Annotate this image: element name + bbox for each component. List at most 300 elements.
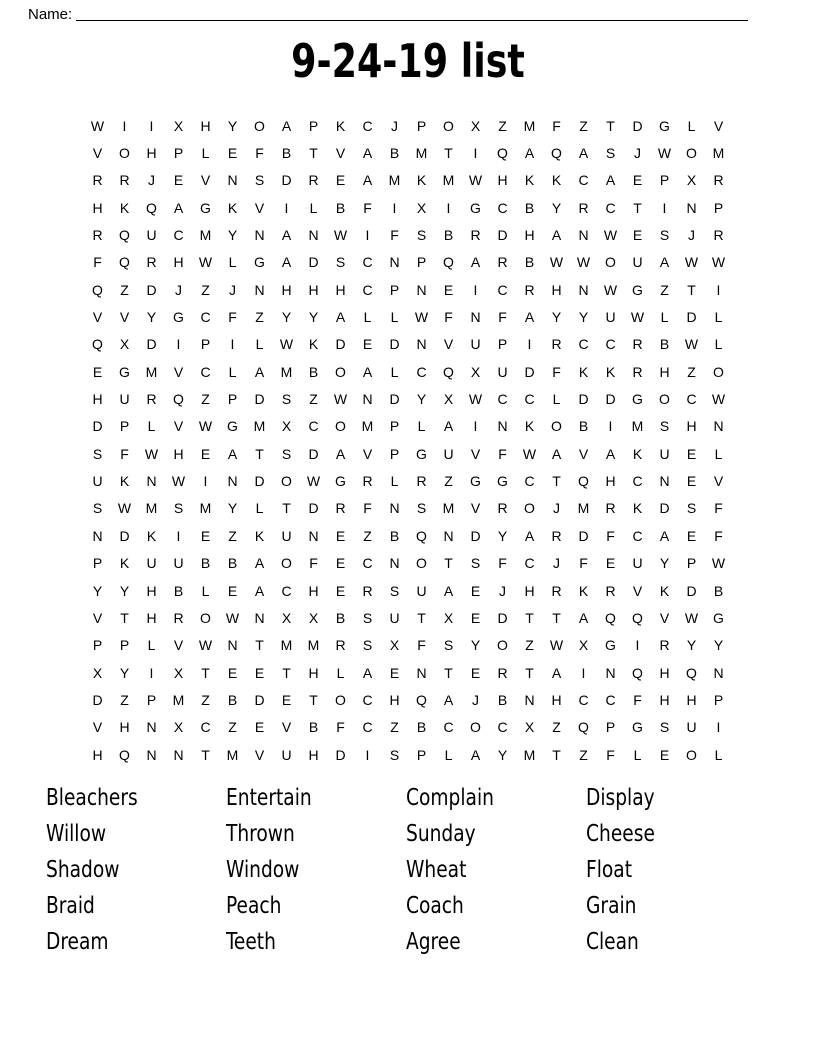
grid-cell[interactable]: I	[365, 227, 370, 244]
grid-cell[interactable]: H	[200, 117, 211, 134]
grid-cell[interactable]: L	[714, 309, 723, 326]
grid-cell[interactable]: Q	[119, 254, 130, 271]
grid-cell[interactable]: I	[203, 473, 208, 490]
grid-cell[interactable]: Y	[308, 309, 319, 326]
grid-cell[interactable]: W	[306, 473, 321, 490]
grid-cell[interactable]: D	[578, 391, 589, 408]
grid-cell[interactable]: R	[362, 473, 373, 490]
grid-cell[interactable]: X	[470, 363, 481, 380]
grid-cell[interactable]: S	[389, 746, 400, 763]
grid-cell[interactable]: K	[335, 117, 346, 134]
grid-cell[interactable]: U	[146, 555, 157, 572]
grid-cell[interactable]: X	[443, 609, 454, 626]
grid-cell[interactable]: C	[524, 555, 535, 572]
grid-cell[interactable]: D	[146, 281, 157, 298]
grid-cell[interactable]: E	[254, 664, 265, 681]
grid-cell[interactable]: R	[92, 172, 103, 189]
grid-cell[interactable]: A	[362, 145, 373, 162]
grid-cell[interactable]: D	[605, 391, 616, 408]
grid-cell[interactable]: Q	[578, 719, 589, 736]
grid-cell[interactable]: O	[470, 719, 481, 736]
grid-cell[interactable]: U	[497, 363, 508, 380]
grid-cell[interactable]: N	[389, 500, 400, 517]
grid-cell[interactable]: J	[229, 281, 236, 298]
grid-cell[interactable]: B	[578, 418, 589, 435]
grid-cell[interactable]: C	[362, 691, 373, 708]
grid-cell[interactable]: Z	[120, 691, 129, 708]
grid-cell[interactable]: C	[200, 309, 211, 326]
grid-cell[interactable]: Q	[686, 664, 697, 681]
grid-cell[interactable]: E	[335, 582, 346, 599]
grid-cell[interactable]: E	[281, 691, 292, 708]
grid-cell[interactable]: R	[92, 227, 103, 244]
grid-cell[interactable]: R	[632, 363, 643, 380]
grid-cell[interactable]: U	[470, 336, 481, 353]
grid-cell[interactable]: K	[227, 199, 238, 216]
grid-cell[interactable]: B	[443, 227, 454, 244]
grid-cell[interactable]: F	[120, 445, 129, 462]
grid-cell[interactable]: X	[281, 609, 292, 626]
grid-cell[interactable]: N	[227, 172, 238, 189]
grid-cell[interactable]: B	[308, 363, 319, 380]
grid-cell[interactable]: M	[523, 117, 536, 134]
grid-cell[interactable]: N	[713, 664, 724, 681]
grid-cell[interactable]: L	[390, 309, 399, 326]
grid-cell[interactable]: N	[659, 473, 670, 490]
grid-cell[interactable]: V	[200, 172, 211, 189]
grid-cell[interactable]: Q	[605, 609, 616, 626]
grid-cell[interactable]: K	[416, 172, 427, 189]
grid-cell[interactable]: A	[362, 664, 373, 681]
grid-cell[interactable]: P	[389, 445, 400, 462]
grid-cell[interactable]: I	[581, 664, 586, 681]
grid-cell[interactable]: O	[497, 637, 508, 654]
grid-cell[interactable]: E	[200, 445, 211, 462]
grid-cell[interactable]: H	[659, 363, 670, 380]
grid-cell[interactable]: K	[524, 418, 535, 435]
grid-cell[interactable]: R	[659, 637, 670, 654]
grid-cell[interactable]: W	[711, 555, 726, 572]
grid-cell[interactable]: J	[688, 227, 695, 244]
grid-cell[interactable]: Q	[173, 391, 184, 408]
word-list-item[interactable]: Clean	[586, 929, 639, 955]
grid-cell[interactable]: A	[281, 254, 292, 271]
grid-cell[interactable]: K	[578, 363, 589, 380]
grid-cell[interactable]: T	[309, 145, 318, 162]
grid-cell[interactable]: T	[444, 145, 453, 162]
grid-cell[interactable]: F	[633, 691, 642, 708]
grid-cell[interactable]: S	[470, 555, 481, 572]
grid-cell[interactable]: O	[200, 609, 211, 626]
grid-cell[interactable]: N	[524, 691, 535, 708]
grid-cell[interactable]: B	[389, 145, 400, 162]
grid-cell[interactable]: O	[443, 117, 454, 134]
grid-cell[interactable]: X	[173, 664, 184, 681]
grid-cell[interactable]: V	[254, 746, 265, 763]
grid-cell[interactable]: B	[497, 691, 508, 708]
grid-cell[interactable]: S	[281, 391, 292, 408]
grid-cell[interactable]: E	[605, 555, 616, 572]
grid-cell[interactable]: I	[716, 719, 721, 736]
grid-cell[interactable]: Z	[579, 117, 588, 134]
grid-cell[interactable]: L	[390, 363, 399, 380]
word-list-item[interactable]: Dream	[46, 929, 109, 955]
grid-cell[interactable]: O	[281, 555, 292, 572]
grid-cell[interactable]: O	[524, 500, 535, 517]
grid-cell[interactable]: E	[686, 445, 697, 462]
grid-cell[interactable]: P	[92, 637, 103, 654]
grid-cell[interactable]: E	[92, 363, 103, 380]
word-list-item[interactable]: Entertain	[226, 785, 312, 811]
grid-cell[interactable]: L	[228, 254, 237, 271]
grid-cell[interactable]: S	[389, 582, 400, 599]
grid-cell[interactable]: F	[606, 746, 615, 763]
grid-cell[interactable]: Q	[416, 691, 427, 708]
grid-cell[interactable]: X	[119, 336, 130, 353]
grid-cell[interactable]: N	[254, 227, 265, 244]
grid-cell[interactable]: R	[713, 172, 724, 189]
grid-cell[interactable]: V	[362, 445, 373, 462]
word-list-item[interactable]: Complain	[406, 785, 494, 811]
grid-cell[interactable]: H	[659, 664, 670, 681]
grid-cell[interactable]: T	[255, 445, 264, 462]
grid-cell[interactable]: H	[146, 609, 157, 626]
grid-cell[interactable]: V	[713, 117, 724, 134]
grid-cell[interactable]: C	[443, 719, 454, 736]
grid-cell[interactable]: P	[605, 719, 616, 736]
grid-cell[interactable]: C	[362, 555, 373, 572]
grid-cell[interactable]: I	[149, 664, 154, 681]
grid-cell[interactable]: V	[92, 609, 103, 626]
grid-cell[interactable]: E	[362, 336, 373, 353]
grid-cell[interactable]: G	[713, 609, 724, 626]
grid-cell[interactable]: Y	[551, 309, 562, 326]
grid-cell[interactable]: S	[686, 500, 697, 517]
grid-cell[interactable]: D	[686, 582, 697, 599]
grid-cell[interactable]: I	[176, 336, 181, 353]
grid-cell[interactable]: L	[201, 582, 210, 599]
grid-cell[interactable]: V	[92, 719, 103, 736]
grid-cell[interactable]: A	[443, 691, 454, 708]
grid-cell[interactable]: R	[470, 227, 481, 244]
grid-cell[interactable]: W	[468, 172, 483, 189]
grid-cell[interactable]: L	[444, 746, 453, 763]
grid-cell[interactable]: V	[254, 199, 265, 216]
grid-cell[interactable]: N	[416, 336, 427, 353]
grid-cell[interactable]: A	[524, 527, 535, 544]
grid-cell[interactable]: C	[632, 527, 643, 544]
grid-cell[interactable]: F	[579, 555, 588, 572]
grid-cell[interactable]: F	[498, 309, 507, 326]
grid-cell[interactable]: Z	[228, 527, 237, 544]
name-write-in-line[interactable]	[76, 20, 748, 21]
grid-cell[interactable]: N	[578, 227, 589, 244]
grid-cell[interactable]: O	[686, 145, 697, 162]
word-list-item[interactable]: Grain	[586, 893, 637, 919]
grid-cell[interactable]: T	[255, 637, 264, 654]
grid-cell[interactable]: Q	[632, 609, 643, 626]
grid-cell[interactable]: I	[635, 637, 640, 654]
grid-cell[interactable]: S	[605, 145, 616, 162]
grid-cell[interactable]: Y	[659, 555, 670, 572]
grid-cell[interactable]: W	[711, 254, 726, 271]
grid-cell[interactable]: S	[254, 172, 265, 189]
grid-cell[interactable]: L	[363, 309, 372, 326]
word-list-item[interactable]: Agree	[406, 929, 461, 955]
grid-cell[interactable]: R	[632, 336, 643, 353]
grid-cell[interactable]: U	[173, 555, 184, 572]
grid-cell[interactable]: F	[336, 719, 345, 736]
grid-cell[interactable]: F	[390, 227, 399, 244]
grid-cell[interactable]: P	[119, 637, 130, 654]
grid-cell[interactable]: Z	[390, 719, 399, 736]
grid-cell[interactable]: N	[416, 281, 427, 298]
grid-cell[interactable]: E	[335, 527, 346, 544]
grid-cell[interactable]: W	[198, 418, 213, 435]
grid-cell[interactable]: R	[551, 336, 562, 353]
grid-cell[interactable]: H	[281, 281, 292, 298]
grid-cell[interactable]: R	[497, 500, 508, 517]
grid-cell[interactable]: C	[605, 691, 616, 708]
grid-cell[interactable]: T	[552, 746, 561, 763]
grid-cell[interactable]: O	[659, 391, 670, 408]
grid-cell[interactable]: Q	[119, 227, 130, 244]
grid-cell[interactable]: X	[416, 199, 427, 216]
word-list-item[interactable]: Window	[226, 857, 300, 883]
grid-cell[interactable]: Z	[120, 281, 129, 298]
grid-cell[interactable]: Z	[552, 719, 561, 736]
grid-cell[interactable]: N	[362, 391, 373, 408]
grid-cell[interactable]: C	[632, 473, 643, 490]
grid-cell[interactable]: A	[524, 145, 535, 162]
grid-cell[interactable]: A	[659, 254, 670, 271]
grid-cell[interactable]: Y	[497, 746, 508, 763]
grid-cell[interactable]: L	[147, 637, 156, 654]
grid-cell[interactable]: D	[146, 336, 157, 353]
grid-cell[interactable]: N	[227, 637, 238, 654]
grid-cell[interactable]: R	[551, 527, 562, 544]
grid-cell[interactable]: C	[524, 391, 535, 408]
grid-cell[interactable]: W	[711, 391, 726, 408]
grid-cell[interactable]: M	[253, 418, 266, 435]
grid-cell[interactable]: P	[713, 691, 724, 708]
grid-cell[interactable]: G	[632, 391, 643, 408]
grid-cell[interactable]: T	[606, 117, 615, 134]
grid-cell[interactable]: A	[470, 746, 481, 763]
grid-cell[interactable]: Y	[416, 391, 427, 408]
grid-cell[interactable]: I	[608, 418, 613, 435]
grid-cell[interactable]: H	[119, 719, 130, 736]
grid-cell[interactable]: L	[633, 746, 642, 763]
grid-cell[interactable]: C	[308, 418, 319, 435]
grid-cell[interactable]: Z	[660, 281, 669, 298]
grid-cell[interactable]: A	[335, 445, 346, 462]
grid-cell[interactable]: C	[362, 719, 373, 736]
grid-cell[interactable]: A	[551, 664, 562, 681]
grid-cell[interactable]: R	[308, 172, 319, 189]
grid-cell[interactable]: O	[416, 555, 427, 572]
grid-cell[interactable]: H	[92, 746, 103, 763]
grid-cell[interactable]: Z	[201, 391, 210, 408]
grid-cell[interactable]: U	[92, 473, 103, 490]
grid-cell[interactable]: I	[662, 199, 667, 216]
grid-cell[interactable]: P	[416, 117, 427, 134]
grid-cell[interactable]: L	[255, 336, 264, 353]
grid-cell[interactable]: M	[712, 145, 725, 162]
grid-cell[interactable]: B	[713, 582, 724, 599]
grid-cell[interactable]: C	[578, 336, 589, 353]
grid-cell[interactable]: Y	[119, 664, 130, 681]
grid-cell[interactable]: B	[227, 691, 238, 708]
grid-cell[interactable]: W	[576, 254, 591, 271]
grid-cell[interactable]: D	[254, 691, 265, 708]
grid-cell[interactable]: Y	[470, 637, 481, 654]
grid-cell[interactable]: W	[630, 309, 645, 326]
grid-cell[interactable]: C	[578, 691, 589, 708]
grid-cell[interactable]: H	[524, 227, 535, 244]
grid-cell[interactable]: X	[308, 609, 319, 626]
grid-cell[interactable]: C	[200, 719, 211, 736]
grid-cell[interactable]: I	[392, 199, 397, 216]
grid-cell[interactable]: O	[335, 691, 346, 708]
grid-cell[interactable]: M	[226, 746, 239, 763]
grid-cell[interactable]: N	[227, 473, 238, 490]
grid-cell[interactable]: T	[633, 199, 642, 216]
grid-cell[interactable]: D	[524, 363, 535, 380]
grid-cell[interactable]: D	[497, 227, 508, 244]
grid-cell[interactable]: R	[605, 582, 616, 599]
grid-cell[interactable]: E	[227, 664, 238, 681]
grid-cell[interactable]: J	[553, 555, 560, 572]
grid-cell[interactable]: X	[443, 391, 454, 408]
grid-cell[interactable]: Z	[309, 391, 318, 408]
grid-cell[interactable]: Z	[687, 363, 696, 380]
grid-cell[interactable]: W	[468, 391, 483, 408]
grid-cell[interactable]: F	[363, 500, 372, 517]
grid-cell[interactable]: S	[443, 637, 454, 654]
grid-cell[interactable]: E	[686, 473, 697, 490]
grid-cell[interactable]: L	[552, 391, 561, 408]
grid-cell[interactable]: T	[687, 281, 696, 298]
grid-cell[interactable]: W	[549, 254, 564, 271]
grid-cell[interactable]: N	[416, 664, 427, 681]
grid-cell[interactable]: R	[146, 254, 157, 271]
grid-cell[interactable]: S	[416, 500, 427, 517]
grid-cell[interactable]: Z	[363, 527, 372, 544]
grid-cell[interactable]: P	[200, 336, 211, 353]
grid-cell[interactable]: D	[335, 336, 346, 353]
grid-cell[interactable]: R	[713, 227, 724, 244]
grid-cell[interactable]: V	[119, 309, 130, 326]
grid-cell[interactable]: P	[659, 172, 670, 189]
grid-cell[interactable]: E	[470, 664, 481, 681]
grid-cell[interactable]: G	[470, 199, 481, 216]
grid-cell[interactable]: T	[552, 473, 561, 490]
grid-cell[interactable]: U	[632, 555, 643, 572]
grid-cell[interactable]: Z	[444, 473, 453, 490]
grid-cell[interactable]: I	[527, 336, 532, 353]
grid-cell[interactable]: D	[578, 527, 589, 544]
grid-cell[interactable]: E	[443, 281, 454, 298]
grid-cell[interactable]: X	[92, 664, 103, 681]
grid-cell[interactable]: N	[389, 555, 400, 572]
grid-cell[interactable]: W	[414, 309, 429, 326]
grid-cell[interactable]: Q	[416, 527, 427, 544]
grid-cell[interactable]: B	[173, 582, 184, 599]
grid-cell[interactable]: D	[308, 500, 319, 517]
grid-cell[interactable]: K	[632, 445, 643, 462]
grid-cell[interactable]: H	[173, 254, 184, 271]
grid-cell[interactable]: W	[522, 445, 537, 462]
grid-cell[interactable]: T	[120, 609, 129, 626]
grid-cell[interactable]: A	[659, 527, 670, 544]
word-list-item[interactable]: Thrown	[226, 821, 295, 847]
word-list-item[interactable]: Bleachers	[46, 785, 138, 811]
grid-cell[interactable]: L	[390, 473, 399, 490]
grid-cell[interactable]: D	[92, 418, 103, 435]
word-list-item[interactable]: Willow	[46, 821, 107, 847]
grid-cell[interactable]: C	[524, 473, 535, 490]
grid-cell[interactable]: F	[444, 309, 453, 326]
grid-cell[interactable]: U	[389, 609, 400, 626]
grid-cell[interactable]: T	[525, 609, 534, 626]
grid-cell[interactable]: H	[146, 145, 157, 162]
grid-cell[interactable]: C	[281, 582, 292, 599]
grid-cell[interactable]: D	[308, 254, 319, 271]
grid-cell[interactable]: N	[443, 527, 454, 544]
grid-cell[interactable]: L	[228, 363, 237, 380]
grid-cell[interactable]: Q	[443, 254, 454, 271]
grid-cell[interactable]: Q	[119, 746, 130, 763]
grid-cell[interactable]: U	[632, 254, 643, 271]
grid-cell[interactable]: M	[199, 500, 212, 517]
grid-cell[interactable]: B	[524, 254, 535, 271]
grid-cell[interactable]: R	[119, 172, 130, 189]
grid-cell[interactable]: A	[362, 172, 373, 189]
grid-cell[interactable]: X	[173, 117, 184, 134]
grid-cell[interactable]: K	[578, 582, 589, 599]
grid-cell[interactable]: H	[308, 746, 319, 763]
grid-cell[interactable]: T	[282, 664, 291, 681]
grid-cell[interactable]: P	[389, 418, 400, 435]
grid-cell[interactable]: O	[335, 418, 346, 435]
grid-cell[interactable]: Y	[281, 309, 292, 326]
grid-cell[interactable]: B	[335, 199, 346, 216]
grid-cell[interactable]: G	[119, 363, 130, 380]
grid-cell[interactable]: C	[497, 281, 508, 298]
grid-cell[interactable]: D	[119, 527, 130, 544]
grid-cell[interactable]: C	[497, 391, 508, 408]
grid-cell[interactable]: N	[470, 309, 481, 326]
grid-cell[interactable]: Y	[119, 582, 130, 599]
grid-cell[interactable]: H	[308, 664, 319, 681]
grid-cell[interactable]: G	[470, 473, 481, 490]
grid-cell[interactable]: R	[578, 199, 589, 216]
grid-cell[interactable]: U	[281, 746, 292, 763]
grid-cell[interactable]: H	[686, 691, 697, 708]
grid-cell[interactable]: Z	[579, 746, 588, 763]
grid-cell[interactable]: P	[713, 199, 724, 216]
grid-cell[interactable]: K	[254, 527, 265, 544]
grid-cell[interactable]: S	[92, 500, 103, 517]
grid-cell[interactable]: P	[146, 691, 157, 708]
grid-cell[interactable]: X	[173, 719, 184, 736]
grid-cell[interactable]: G	[659, 117, 670, 134]
grid-cell[interactable]: T	[444, 664, 453, 681]
grid-cell[interactable]: G	[632, 281, 643, 298]
grid-cell[interactable]: F	[498, 445, 507, 462]
grid-cell[interactable]: D	[470, 527, 481, 544]
